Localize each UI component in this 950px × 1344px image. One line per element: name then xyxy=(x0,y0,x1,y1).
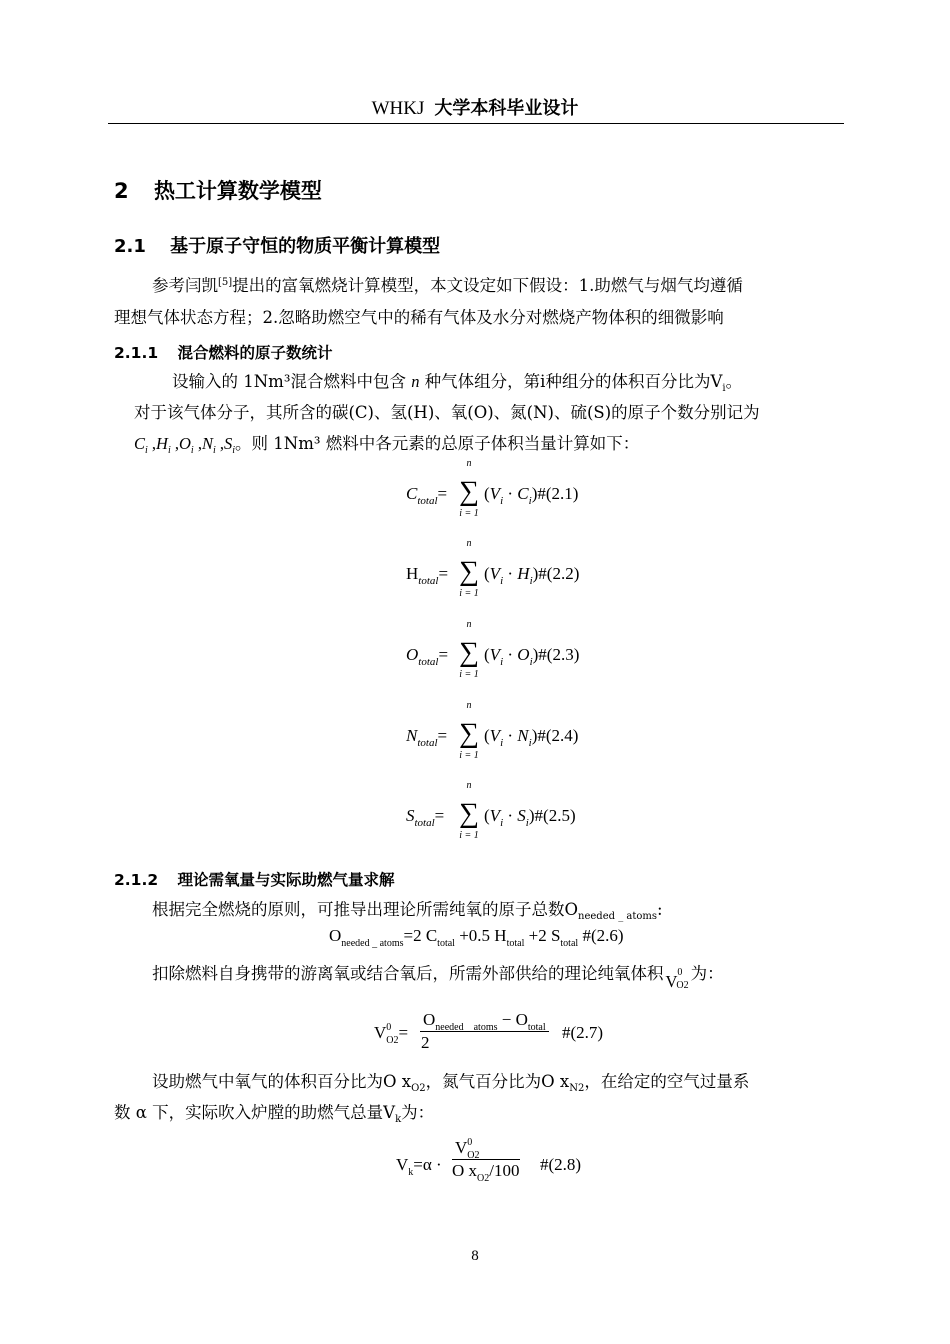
p1-line-1 xyxy=(172,368,742,394)
subsection-title-1: 混合燃料的原子数统计 xyxy=(177,344,333,362)
sigma-icon: ∑ xyxy=(459,718,479,749)
equation-number: 2.2 xyxy=(552,564,574,583)
eq-term-sub: i xyxy=(528,495,532,507)
p4-text-c: ，在给定的空气过量系 xyxy=(584,1072,750,1091)
page-header xyxy=(0,94,950,120)
eq-v-sub: i xyxy=(500,575,504,587)
equation-lhs: $H_{total}=$ xyxy=(406,564,449,587)
eq-v-sub: i xyxy=(500,737,504,749)
eq26-o-sub: needed _ atoms xyxy=(341,938,404,949)
sum-upper-limit: n xyxy=(466,700,472,711)
eq-lhs-sub: total xyxy=(417,495,438,507)
eq-term: C xyxy=(517,484,529,503)
chapter-title: 热工计算数学模型 xyxy=(153,179,322,203)
eq26-c-sub: total xyxy=(437,938,455,949)
eq-term: O xyxy=(517,645,530,664)
p4-text-e: 为： xyxy=(401,1103,435,1122)
intro-text-b: 提出的富氧燃烧计算模型，本文设定如下假设：1.助燃气与烟气均遵循 xyxy=(232,276,743,295)
eq-term-sub: i xyxy=(529,656,533,668)
p4-sub1: O2 xyxy=(411,1083,426,1094)
eq-v: V xyxy=(489,484,501,503)
eq28-num-sup: 0 xyxy=(467,1137,473,1148)
sigma-icon: ∑ xyxy=(459,556,479,587)
equation-rhs: ($V_i$ · $S_i)\#(2.5)$ xyxy=(484,806,576,829)
p3-v: V xyxy=(665,972,678,991)
eq-lhs-sub: total xyxy=(418,575,439,587)
p3-text-a: 扣除燃料自身携带的游离氧或结合氧后，所需外部供给的理论纯氧体积 xyxy=(152,964,664,983)
p1-text-c: 。 xyxy=(725,372,743,391)
p1-sub-i: i xyxy=(722,383,726,394)
equation-2-8-fraction xyxy=(452,1137,520,1184)
p4-text-b: ，氮气百分比为O x xyxy=(425,1072,570,1091)
eq-lhs-symbol: O xyxy=(406,645,419,664)
eq28-den-b: /100 xyxy=(489,1161,520,1180)
equation-rhs: ($V_i$ · $C_i)\#(2.1)$ xyxy=(484,484,579,507)
header-title: 大学本科毕业设计 xyxy=(434,98,579,119)
eq-term-sub: i xyxy=(528,737,532,749)
equation-2-8-lhs xyxy=(396,1155,442,1178)
eq-lhs-symbol: N xyxy=(406,726,418,745)
chapter-number: 2 xyxy=(114,179,129,203)
eq-v: V xyxy=(489,806,501,825)
p1-text-tail: 。则 1Nm³ 燃料中各元素的总原子体积当量计算如下： xyxy=(235,434,640,453)
eq28-alpha: =α · xyxy=(413,1155,442,1174)
eq28-num-v: V xyxy=(455,1138,468,1157)
summation-sign xyxy=(454,619,484,680)
sum-upper-limit: n xyxy=(466,458,472,469)
eq26-body: =2 C xyxy=(403,926,438,945)
eq-v: V xyxy=(489,726,501,745)
equation-2-7-lhs: $V^0_{O2}=$ xyxy=(374,1022,409,1046)
eq-v: V xyxy=(489,645,501,664)
eq28-den-a: O x xyxy=(452,1161,478,1180)
p3-text-b: 为： xyxy=(690,964,724,983)
chapter-heading xyxy=(114,175,322,205)
eq27-numerator xyxy=(420,1010,549,1032)
section-number: 2.1 xyxy=(114,236,146,257)
equation-lhs: $S_{total}=$ xyxy=(406,806,445,829)
equation-2-7-fraction xyxy=(420,1010,549,1053)
equation-2-6: $O_{needed \_ atoms}=2$ $C_{total} +0.5$ $H_{total} +2$ $S_{total}$ #(2.6) xyxy=(329,926,624,949)
p4-sub3: k xyxy=(395,1114,402,1125)
equation-2-8-number: #(2.8) xyxy=(540,1155,582,1174)
equation-number: 2.3 xyxy=(552,645,574,664)
eq28-lhs: V xyxy=(396,1155,409,1174)
summation-sign xyxy=(454,458,484,519)
p1-n: n xyxy=(411,372,420,391)
sum-lower-limit: i = 1 xyxy=(459,588,479,599)
header-rule xyxy=(108,123,844,124)
intro-line-1 xyxy=(152,272,743,296)
eq28-denominator xyxy=(452,1160,520,1184)
sum-upper-limit: n xyxy=(466,538,472,549)
p3-line xyxy=(152,960,724,991)
p1-text-a: 设输入的 1Nm³混合燃料中包含 xyxy=(172,372,412,391)
eq-v-sub: i xyxy=(500,656,504,668)
eq28-numerator xyxy=(452,1138,520,1160)
eq-term: N xyxy=(517,726,529,745)
p3-sub: O2 xyxy=(676,980,689,991)
eq-v: V xyxy=(489,564,501,583)
eq28-lhs-sub: k xyxy=(408,1167,414,1178)
eq-lhs-sub: total xyxy=(414,817,435,829)
eq-lhs-symbol: H xyxy=(406,564,419,583)
p4-line-2 xyxy=(114,1099,434,1125)
summation-sign xyxy=(454,538,484,599)
eq27-num-sub1: needed _ atoms xyxy=(435,1022,498,1033)
equation-rhs: ($V_i$ · $H_i)\#(2.2)$ xyxy=(484,564,580,587)
p1-line-2: 对于该气体分子，其所含的碳(C)、氢(H)、氧(O)、氮(N)、硫(S)的原子个数分别记为 xyxy=(134,403,760,422)
p2-line xyxy=(152,896,663,922)
subsection-number-2: 2.1.2 xyxy=(114,871,159,889)
p2-text-b: : xyxy=(657,900,663,919)
subsection-title-2: 理论需氧量与实际助燃气量求解 xyxy=(177,871,395,889)
eq27-num-sub2: total xyxy=(527,1022,546,1033)
equation-lhs: $C_{total}=$ xyxy=(406,484,448,507)
p3-sup: 0 xyxy=(677,967,683,978)
eq-lhs-sub: total xyxy=(418,656,439,668)
eq27-number: 2.7 xyxy=(576,1023,598,1042)
sum-upper-limit: n xyxy=(466,780,472,791)
eq26-number: 2.6 xyxy=(596,926,618,945)
p4-sub2: N2 xyxy=(569,1083,585,1094)
p4-text-a: 设助燃气中氧气的体积百分比为O x xyxy=(152,1072,412,1091)
subsection-heading-2 xyxy=(114,868,395,890)
equation-rhs: ($V_i$ · $N_i)\#(2.4)$ xyxy=(484,726,579,749)
eq-lhs-sub: total xyxy=(417,737,438,749)
subsection-number-1: 2.1.1 xyxy=(114,344,159,362)
sum-upper-limit: n xyxy=(466,619,472,630)
eq26-s-sub: total xyxy=(560,938,579,949)
equation-number: 2.4 xyxy=(551,726,573,745)
eq26-plus-h: +0.5 H xyxy=(454,926,507,945)
intro-text-a: 参考闫凯 xyxy=(152,276,218,295)
summation-sign xyxy=(454,780,484,841)
eq27-denominator: 2 xyxy=(421,1033,430,1052)
intro-line-2: 理想气体状态方程；2.忽略助燃空气中的稀有气体及水分对燃烧产物体积的细微影响 xyxy=(114,308,724,327)
summation-sign xyxy=(454,700,484,761)
p1-text-b: 种气体组分，第i种组分的体积百分比为V xyxy=(419,372,723,391)
eq26-h-sub: total xyxy=(506,938,525,949)
eq26-plus-s: +2 S xyxy=(524,926,561,945)
p4-text-d: 数 α 下，实际吹入炉膛的助燃气总量V xyxy=(114,1103,396,1122)
equation-number: 2.5 xyxy=(548,806,570,825)
p1-line-3 xyxy=(134,430,639,456)
equation-number: 2.1 xyxy=(551,484,573,503)
eq-term: S xyxy=(517,806,526,825)
eq28-number: 2.8 xyxy=(554,1155,576,1174)
subsection-heading-1 xyxy=(114,341,333,363)
eq-term-sub: i xyxy=(525,817,529,829)
p3-v-symbol xyxy=(665,967,689,991)
eq-v-sub: i xyxy=(500,495,504,507)
eq-v-sub: i xyxy=(500,817,504,829)
section-heading xyxy=(114,232,440,258)
eq27-num-o: O xyxy=(423,1010,436,1029)
eq-term: H xyxy=(517,564,530,583)
sigma-icon: ∑ xyxy=(459,798,479,829)
sum-lower-limit: i = 1 xyxy=(459,750,479,761)
eq27-sub: O2 xyxy=(386,1035,399,1046)
eq28-num-sub: O2 xyxy=(467,1150,480,1161)
header-latin: WHKJ xyxy=(371,98,425,119)
sum-lower-limit: i = 1 xyxy=(459,830,479,841)
atom-variables: $C_i$ $,H_i$ $,O_i$ $,N_i$ $,S_i$ xyxy=(134,434,236,456)
eq27-sup: 0 xyxy=(386,1022,392,1033)
page-number: 8 xyxy=(471,1248,479,1264)
sum-lower-limit: i = 1 xyxy=(459,669,479,680)
eq26-o: O xyxy=(329,926,342,945)
p2-sub: needed _ atoms xyxy=(578,911,658,922)
eq28-den-sub: O2 xyxy=(477,1173,490,1184)
sum-lower-limit: i = 1 xyxy=(459,508,479,519)
equation-rhs: ($V_i$ · $O_i)\#(2.3)$ xyxy=(484,645,580,668)
eq-term-sub: i xyxy=(529,575,533,587)
sigma-icon: ∑ xyxy=(459,476,479,507)
eq27-lhs: V xyxy=(374,1023,387,1042)
citation: [5] xyxy=(218,277,233,288)
section-title: 基于原子守恒的物质平衡计算模型 xyxy=(170,236,441,257)
eq-lhs-symbol: C xyxy=(406,484,418,503)
sigma-icon: ∑ xyxy=(459,637,479,668)
equation-lhs: $O_{total}=$ xyxy=(406,645,449,668)
p2-text-a: 根据完全燃烧的原则，可推导出理论所需纯氧的原子总数O xyxy=(152,900,579,919)
eq27-minus: − O xyxy=(497,1010,528,1029)
p4-line-1 xyxy=(152,1068,749,1094)
equation-lhs: $N_{total}=$ xyxy=(406,726,448,749)
eq-lhs-symbol: S xyxy=(406,806,415,825)
equation-2-7-number: #(2.7) xyxy=(562,1023,604,1042)
